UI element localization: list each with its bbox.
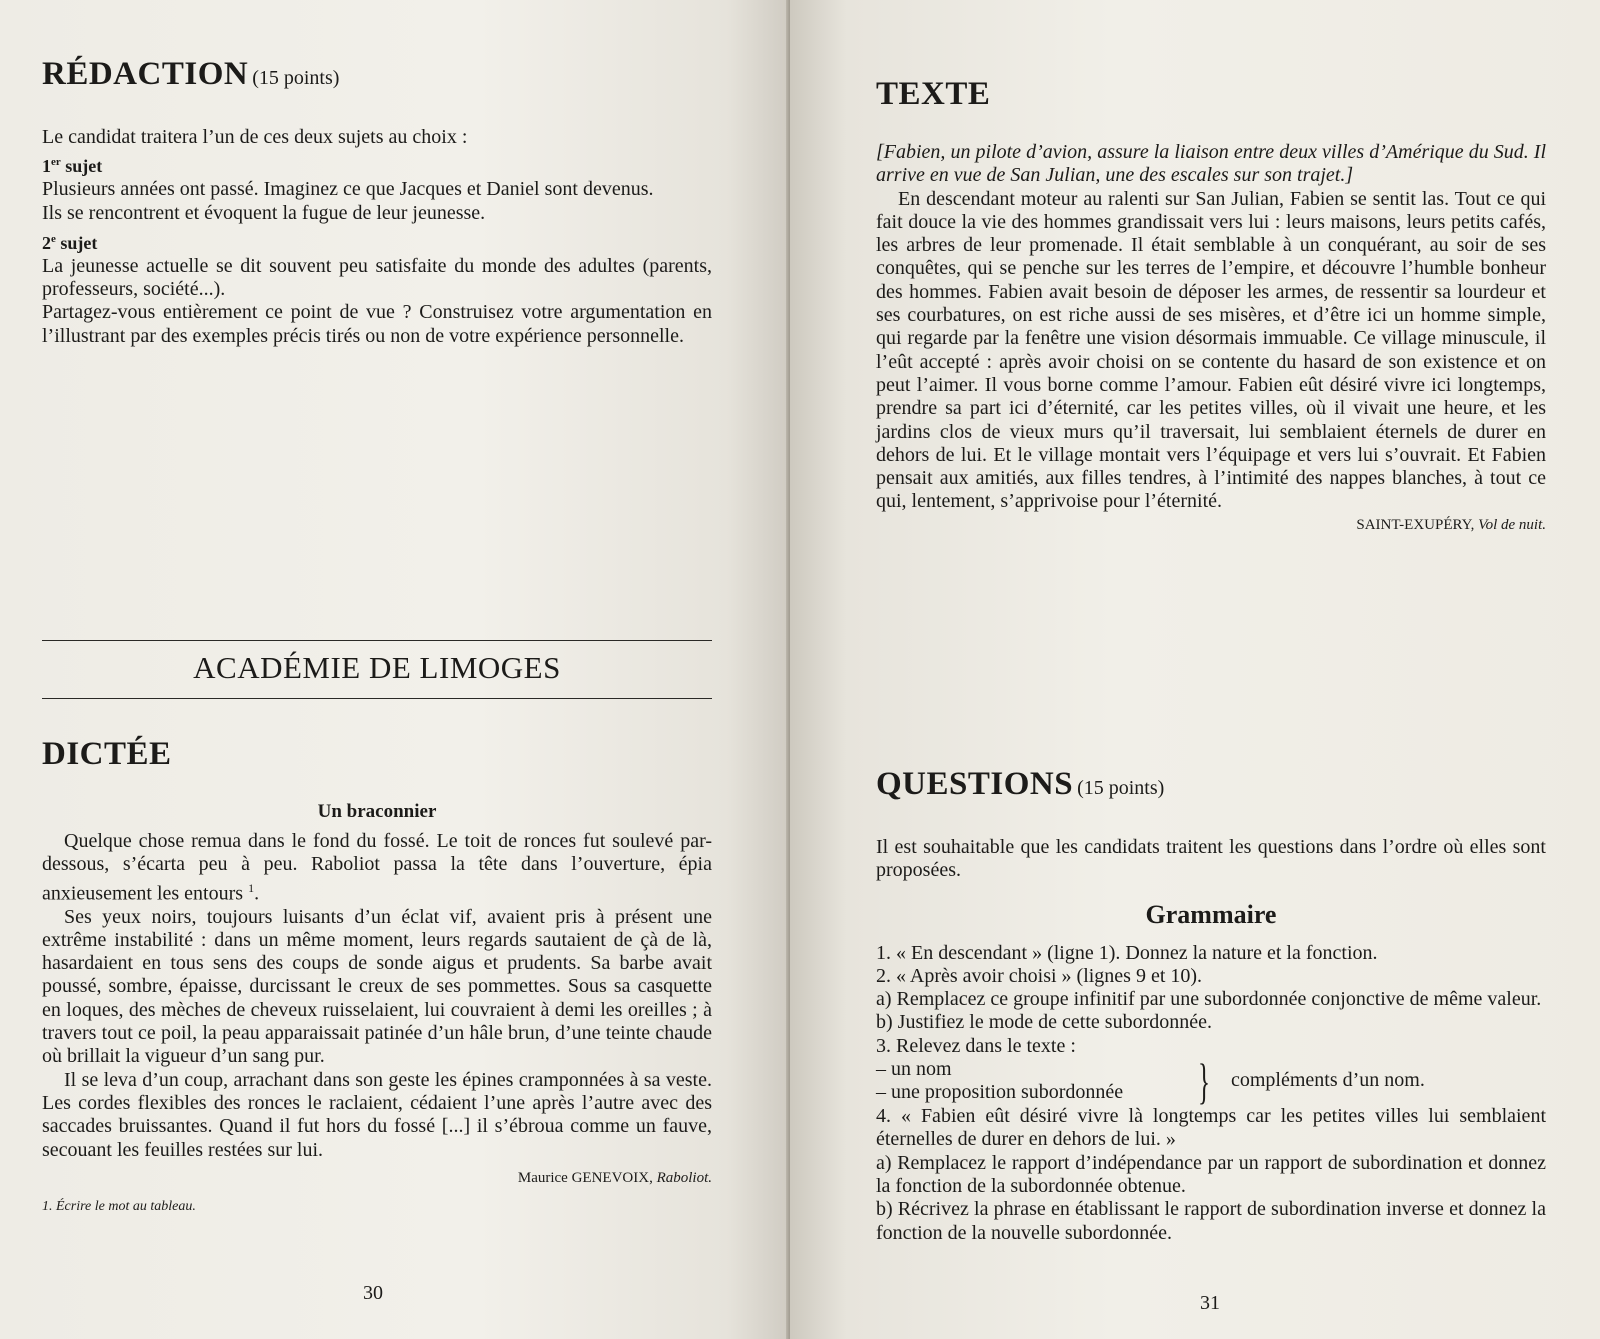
academy-rule-top xyxy=(42,640,712,641)
subject2-heading: 2e sujet xyxy=(42,232,98,253)
redaction-body xyxy=(42,126,712,348)
dictee-title: DICTÉE xyxy=(42,736,172,772)
page-number-right: 31 xyxy=(1200,1292,1220,1314)
question-1: 1. « En descendant » (ligne 1). Donnez la nature et la fonction. xyxy=(876,941,1378,964)
texte-intro: [Fabien, un pilote d’avion, assure la liaison entre deux villes d’Amérique du Sud. Il arrive en vue de San Julian, une des escales sur son trajet.] xyxy=(876,141,1546,187)
questions-heading xyxy=(876,766,1546,803)
question-4b: b) Récrivez la phrase en établissant le rapport de subordination inverse et donnez la fonction de la nouvelle subordonnée. xyxy=(876,1198,1546,1244)
subject1-line-2: Ils se rencontrent et évoquent la fugue de leur jeunesse. xyxy=(42,201,486,224)
redaction-title: RÉDACTION xyxy=(42,56,249,92)
subject2-line-1: La jeunesse actuelle se dit souvent peu satisfaite du monde des adultes (parents, professeurs, société...). xyxy=(42,254,712,301)
academy-title: ACADÉMIE DE LIMOGES xyxy=(193,650,561,685)
dictee-heading xyxy=(42,736,712,773)
questions-body xyxy=(876,836,1546,1245)
page-number-left: 30 xyxy=(363,1282,383,1304)
question-2b: b) Justifiez le mode de cette subordonnée. xyxy=(876,1011,1212,1034)
question-2: 2. « Après avoir choisi » (lignes 9 et 10). xyxy=(876,964,1203,987)
texte-author: SAINT-EXUPÉRY, Vol de nuit. xyxy=(1356,516,1546,533)
dictee-body xyxy=(42,800,712,1215)
subject1-line-1: Plusieurs années ont passé. Imaginez ce que Jacques et Daniel sont devenus. xyxy=(42,178,654,201)
dictee-footnote: 1. Écrire le mot au tableau. xyxy=(42,1198,196,1214)
question-3-label: compléments d’un nom. xyxy=(1231,1069,1425,1092)
question-2a: a) Remplacez ce groupe infinitif par une subordonnée conjonctive de même valeur. xyxy=(876,988,1542,1011)
questions-title: QUESTIONS xyxy=(876,766,1074,802)
texte-passage: En descendant moteur au ralenti sur San Julian, Fabien se sentit las. Tout ce qui fait douce la vie des hommes grandissait vers lui : leurs maisons, leurs petits cafés, les arbres de leur promenade. Il était semblable à un conquérant, au soir de ses conquêtes, qui se penche sur les terres de l’empire, et découvre l’humble bonheur des hommes. Fabien avait besoin de déposer les armes, de ressentir sa lourdeur et ses courbatures, on est riche aussi de ses misères, et d’être ici un homme simple, qui regarde par la fenêtre une vision désormais immuable. Ce village minuscule, il l’eût accepté : après avoir choisi on se contente du hasard de son existence et on peut l’aimer. Il vous borne comme l’amour. Fabien eût désiré vivre ici longtemps, prendre sa part ici d’éternité, car les petites villes, où il vivait une heure, et les jardins clos de vieux murs qu’il traversait, lui semblaient éternels de durer en dehors de lui. Et le village montait vers l’équipage et vers lui s’ouvrait. Et Fabien pensait aux amitiés, aux filles tendres, à l’intimité des nappes blanches, à tout ce qui, lentement, s’apprivoise pour l’éternité. xyxy=(876,187,1546,513)
academy-rule-bottom xyxy=(42,698,712,699)
texte-heading xyxy=(876,76,1546,113)
question-3-item-1: – un nom xyxy=(876,1058,952,1081)
question-3: 3. Relevez dans le texte : xyxy=(876,1034,1076,1057)
questions-points: (15 points) xyxy=(1077,777,1165,799)
dictee-subtitle: Un braconnier xyxy=(317,801,437,822)
dictee-paragraph-3: Il se leva d’un coup, arrachant dans son geste les épines cramponnées à sa veste. Les cordes flexibles des ronces le raclaient, cédaient l’une après l’autre avec des saccades bruissantes. Quand il fut hors du fossé [...] il s’ébroua comme un fauve, secouant les feuilles restées sur lui. xyxy=(42,1068,712,1161)
grammar-title: Grammaire xyxy=(1145,899,1277,929)
texte-title: TEXTE xyxy=(876,76,991,112)
question-3-item-2: – une proposition subordonnée xyxy=(876,1081,1124,1104)
question-4a: a) Remplacez le rapport d’indépendance par un rapport de subordination et donnez la fonction de la subordonnée obtenue. xyxy=(876,1151,1546,1197)
redaction-heading xyxy=(42,56,712,93)
dictee-paragraph-1: Quelque chose remua dans le fond du fossé. Le toit de ronces fut soulevé par-dessous, s’écarta peu à peu. Raboliot passa la tête dans l’ouverture, épia anxieusement les entours $^1$. xyxy=(42,830,712,905)
question-3-items xyxy=(876,1053,1546,1110)
subject1-heading: 1er sujet xyxy=(42,156,103,177)
curly-brace-icon: } xyxy=(1198,1053,1210,1110)
dictee-paragraph-2: Ses yeux noirs, toujours luisants d’un éclat vif, avaient pris à présent une extrême instabilité : dans un même moment, leurs regards sautaient de çà de là, hasardaient en tous sens des coups de sonde aigus et prudents. Sa barbe avait poussé, sombre, épaisse, durcissant le creux de ses pommettes. Sous sa casquette en loques, des mèches de cheveux ruisselaient, lui couvraient à demi les oreilles ; à travers tout ce poil, la peau apparaissait patinée d’un hâle brun, d’une teinte chaude où brillait la vigueur d’un sang pur. xyxy=(42,905,712,1068)
redaction-points: (15 points) xyxy=(252,67,340,89)
subject2-line-2: Partagez-vous entièrement ce point de vue ? Construisez votre argumentation en l’illustrant par des exemples précis tirés ou non de votre expérience personnelle. xyxy=(42,301,712,347)
dictee-author: Maurice GENEVOIX, Raboliot. xyxy=(517,1169,712,1186)
left-page xyxy=(0,0,790,1339)
texte-body xyxy=(876,141,1546,534)
footnote-marker: 1 xyxy=(248,880,255,895)
question-4: 4. « Fabien eût désiré vivre là longtemps car les petites villes lui semblaient éternelles de durer en dehors de lui. » xyxy=(876,1105,1546,1151)
redaction-intro: Le candidat traitera l’un de ces deux sujets au choix : xyxy=(42,126,468,148)
questions-intro: Il est souhaitable que les candidats traitent les questions dans l’ordre où elles sont proposées. xyxy=(876,836,1546,882)
